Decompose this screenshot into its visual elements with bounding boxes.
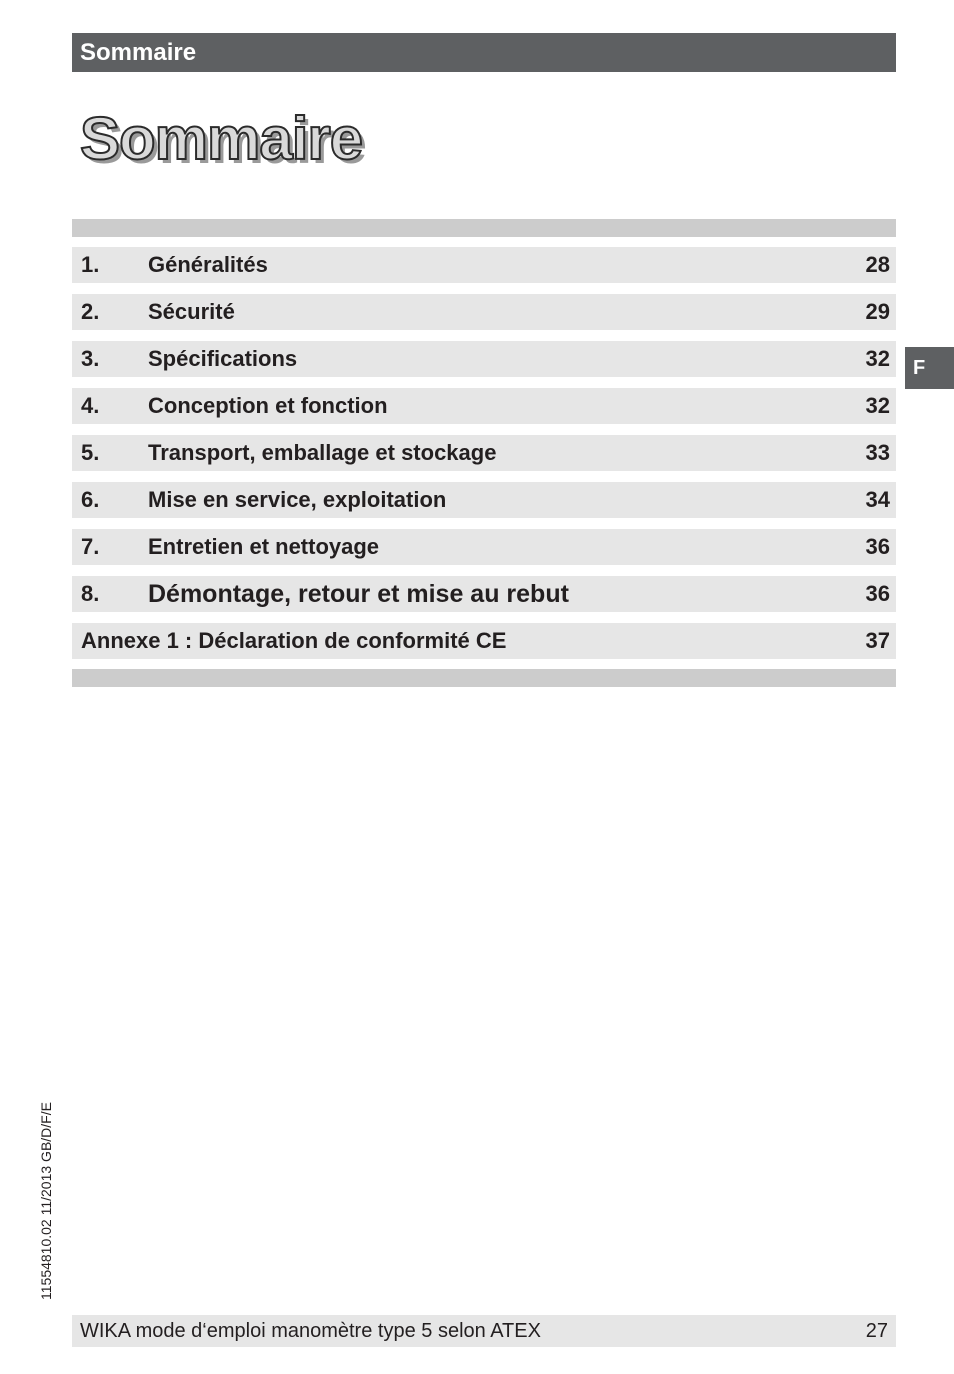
- toc-item[interactable]: [72, 576, 896, 612]
- toc-item-page: 29: [865, 299, 890, 324]
- toc-item-number: 2.: [81, 299, 100, 324]
- toc-item[interactable]: [72, 435, 896, 471]
- toc-item-number: 3.: [81, 346, 100, 371]
- toc-item[interactable]: [72, 482, 896, 518]
- toc-item-number: 5.: [81, 440, 100, 465]
- toc-item-page: 32: [865, 346, 890, 371]
- toc-item-page: 28: [865, 252, 890, 277]
- toc-item[interactable]: [72, 247, 896, 283]
- toc-item[interactable]: [72, 388, 896, 424]
- toc-item-label: Spécifications: [148, 346, 298, 371]
- page-title: Sommaire: [80, 105, 363, 172]
- table-of-contents: [72, 247, 896, 670]
- toc-item-label: Sécurité: [148, 299, 235, 324]
- toc-annex-page: 37: [865, 628, 890, 653]
- toc-item[interactable]: [72, 341, 896, 377]
- toc-item-number: 4.: [81, 393, 100, 418]
- toc-item-label: Démontage, retour et mise au rebut: [148, 580, 569, 608]
- document-code: 11554810.02 11/2013 GB/D/F/E: [38, 1102, 54, 1300]
- toc-item-label: Généralités: [148, 252, 268, 277]
- toc-item-number: 7.: [81, 534, 100, 559]
- section-header: [72, 33, 896, 72]
- toc-item-page: 34: [865, 487, 890, 512]
- toc-item-label: Transport, emballage et stockage: [148, 440, 497, 465]
- toc-item[interactable]: [72, 529, 896, 565]
- toc-item-number: 6.: [81, 487, 100, 512]
- toc-item-label: Mise en service, exploitation: [148, 487, 447, 512]
- language-tab-label: F: [913, 357, 926, 379]
- page-footer: [72, 1315, 896, 1347]
- toc-item-number: 8.: [81, 581, 100, 606]
- toc-annex-label: Annexe 1 : Déclaration de conformité CE: [81, 628, 507, 653]
- divider-top: [72, 219, 896, 237]
- toc-item-number: 1.: [81, 252, 100, 277]
- toc-item-page: 36: [865, 581, 890, 606]
- toc-item-page: 32: [865, 393, 890, 418]
- toc-item[interactable]: [72, 294, 896, 330]
- toc-annex-item[interactable]: [72, 623, 896, 659]
- toc-item-page: 36: [865, 534, 890, 559]
- toc-item-page: 33: [865, 440, 890, 465]
- toc-item-label: Entretien et nettoyage: [148, 534, 380, 559]
- footer-page-number: 27: [865, 1320, 888, 1342]
- divider-bottom: [72, 669, 896, 687]
- language-tab: [905, 347, 954, 389]
- section-header-title: Sommaire: [80, 39, 197, 66]
- footer-text: WIKA mode d‘emploi manomètre type 5 selon ATEX: [80, 1320, 541, 1342]
- toc-item-label: Conception et fonction: [148, 393, 388, 418]
